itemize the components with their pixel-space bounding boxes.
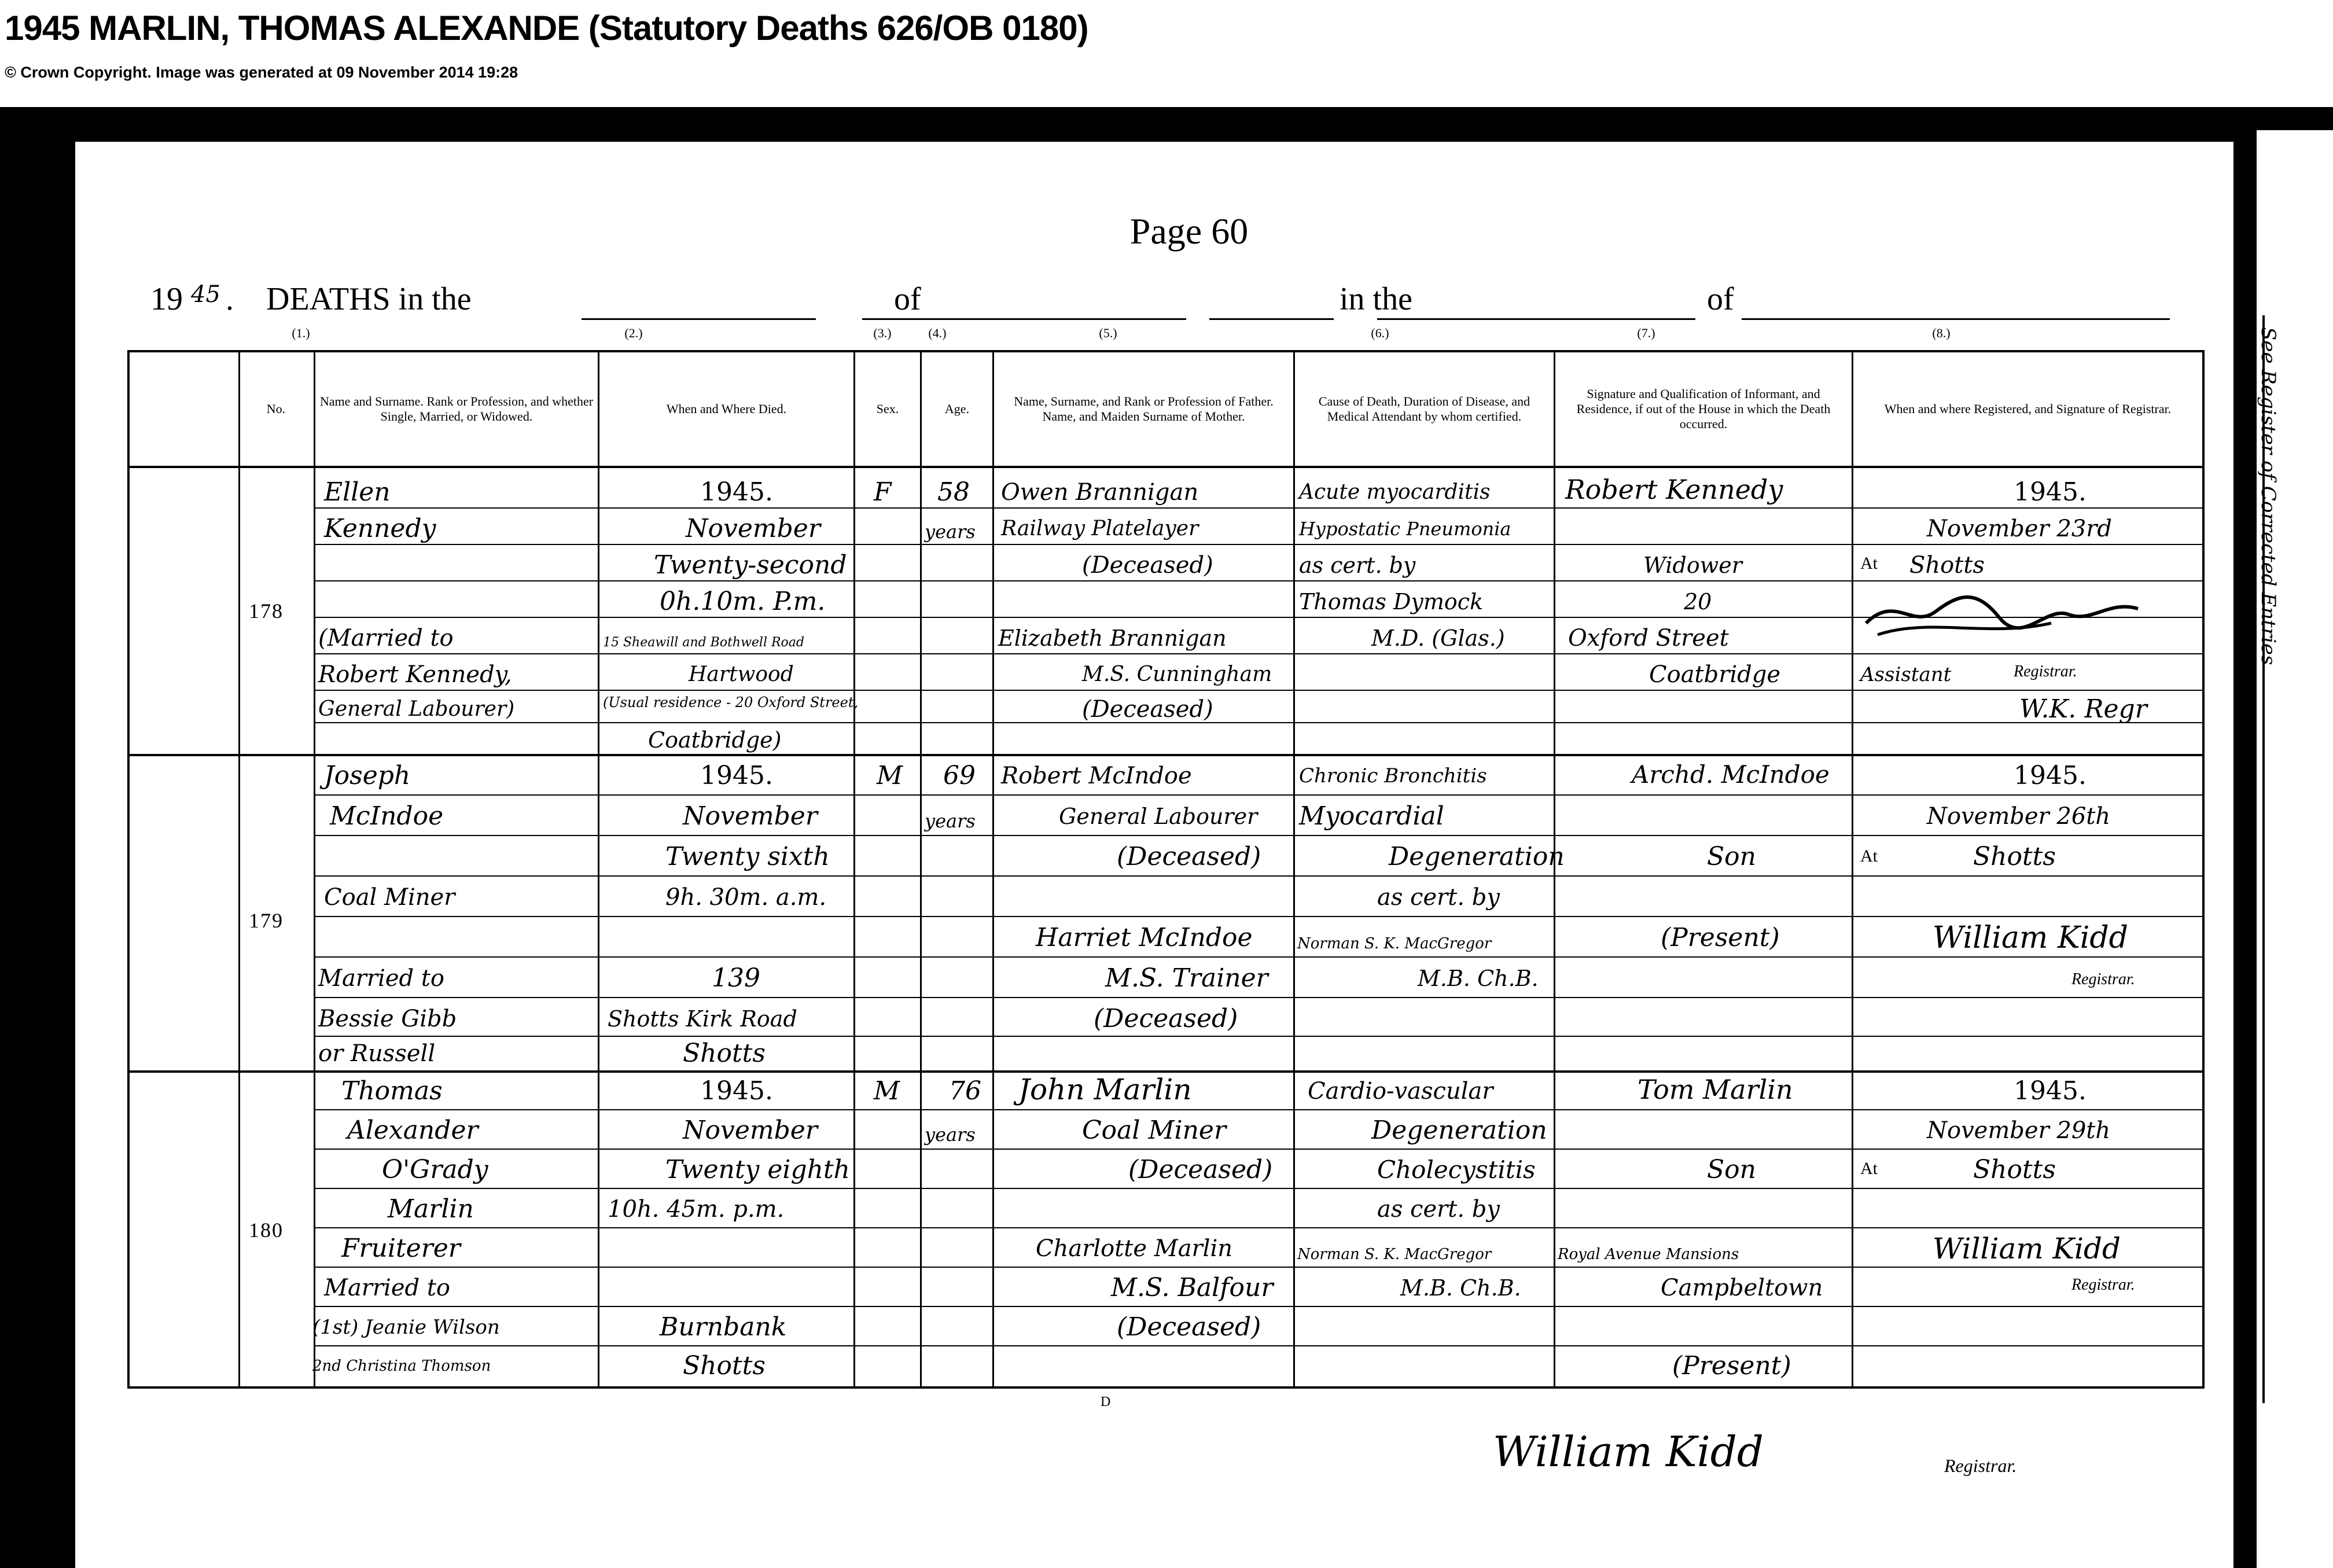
column-header-name: Name and Surname. Rank or Profession, and whether Single, Married, or Widowed. [319, 394, 594, 424]
column-number: (8.) [1932, 326, 1951, 340]
document-header [0, 0, 2333, 104]
heading-year-hand: 45 [191, 281, 220, 308]
registrar-signature: William Kidd [1493, 1427, 1764, 1476]
entry-178-sex: F [874, 477, 892, 507]
column-number: (2.) [624, 326, 643, 340]
heading-deaths-in-the: DEATHS in the [266, 281, 472, 317]
page-number: Page 60 [1129, 211, 1249, 252]
entry-180-age-unit: years [925, 1124, 976, 1146]
column-header-sex: Sex. [876, 402, 899, 416]
heading-blank-line [582, 318, 816, 320]
heading-blank-line [1377, 318, 1695, 320]
column-number: (1.) [292, 326, 310, 340]
scanned-register-image [0, 107, 2333, 1568]
margin-writing: See Register of Corrected Entries [2257, 327, 2280, 665]
record-title: 1945 MARLIN, THOMAS ALEXANDE (Statutory Deaths 626/OB 0180) [5, 9, 1088, 47]
column-header-when-where: When and Where Died. [666, 402, 787, 416]
entry-180-age: 76 [949, 1076, 981, 1106]
entry-179-age-unit: years [925, 810, 976, 832]
column-header-cause: Cause of Death, Duration of Disease, and Medical Attendant by whom certified. [1318, 394, 1530, 424]
register-page: Page 60 19 45 . DEATHS in the of in the of (1.) (2.) (3.) (4.) (5.) (6.) (7.) (8.) No. Name and Surname. Rank or Profession, and whether Single, Married, or Widowed. When and Where Died. Sex. Age. Name, Surname, and Rank or Profession of Father. Name, and Maiden Surname of Mother. Cause of Death, Duration of Disease, and Medical Attendant by whom certified. Signature and Qualification of Informant, and Residence, if out of the House in which the Death occurred. When and where Registered, and Signature of Registrar. 178 Ellen Kennedy (Married to Robert Kennedy, General Labourer) 1945. November Twenty-second 0h.10m. P.m. 15 Sheawill and Bothwell Road Hartwood (Usual residence - 20 Oxford Street, Coatbridge) F 58 years Owen Brannigan Railway Platelayer (Deceased) Elizabeth Brannigan M.S. Cunningham (Deceased) Acute myocarditis Hypostatic Pneumonia as cert. by Thomas Dymock M.D. (Glas.) Robert Kennedy Widower 20 Oxford Street Coatbridge 1945. November 23rd At Shotts Assistant Registrar. W.K. Regr 179 Joseph McIndoe Coal Miner Married to Bessie Gibb or Russell 1945. November Twenty sixth 9h. 30m. a.m. 139 Shotts Kirk Road Shotts M 69 years Robert McIndoe General Labourer (Deceased) Harriet McIndoe M.S. Trainer (Deceased) Chronic Bronchitis Myocardial Degeneration as cert. by Norman S. K. MacGregor M.B. Ch.B. Archd. McIndoe Son (Present) 1945. November 26th At Shotts William Kidd Registrar. 180 Thomas Alexander O'Grady Marlin Fruiterer Married to (1st) Jeanie Wilson 2nd Christina Thomson 1945. November Twenty eighth 10h. 45m. p.m. Burnbank Shotts M 76 years John Marlin Coal Miner (Deceased) Charlotte Marlin M.S. Balfour (Deceased) Cardio-vascular Degeneration Cholecystitis as cert. by Norman S. K. MacGregor M.B. Ch.B. Tom Marlin Son Royal Avenue Mansions Campbeltown (Present) 1945. November 29th At Shotts William Kidd Registrar. D William Kidd Registrar. [75, 142, 2233, 1568]
heading-year-prefix: 19 [150, 281, 183, 317]
column-header-age: Age. [944, 402, 970, 416]
heading-of-2: of [1707, 281, 1734, 317]
column-header-informant: Signature and Qualification of Informant, and Residence, if out of the House in which the Death occurred. [1576, 387, 1831, 431]
footer-registrar-label: Registrar. [1944, 1455, 2017, 1476]
heading-blank-line [862, 318, 1186, 320]
page-mark: D [1101, 1394, 1111, 1409]
column-header-parents: Name, Surname, and Rank or Profession of Father. Name, and Maiden Surname of Mother. [1014, 394, 1274, 424]
column-header-registered: When and where Registered, and Signature of Registrar. [1884, 402, 2172, 416]
heading-in-the: in the [1340, 281, 1412, 317]
entry-179-sex: M [877, 761, 903, 790]
column-number: (7.) [1637, 326, 1655, 340]
entry-number: 179 [249, 909, 284, 932]
adjacent-page-edge [2257, 130, 2333, 1568]
column-number: (6.) [1371, 326, 1389, 340]
column-number: (5.) [1099, 326, 1117, 340]
column-number: (3.) [873, 326, 892, 340]
register-heading: 19 45 . DEATHS in the of in the of [150, 281, 2193, 327]
entry-178-age: 58 [937, 477, 970, 507]
entry-178-age-unit: years [925, 521, 976, 543]
entry-number: 178 [249, 599, 284, 623]
assistant-registrar-signature [1860, 583, 2161, 646]
heading-blank-line [1742, 318, 2170, 320]
entry-number: 180 [249, 1219, 284, 1242]
heading-of-1: of [894, 281, 921, 317]
copyright-notice: © Crown Copyright. Image was generated at 09 November 2014 19:28 [5, 64, 518, 81]
column-number: (4.) [928, 326, 947, 340]
entry-179-age: 69 [943, 761, 976, 790]
heading-blank-line [1209, 318, 1334, 320]
entry-180-sex: M [874, 1076, 900, 1106]
column-header-no: No. [266, 402, 286, 416]
